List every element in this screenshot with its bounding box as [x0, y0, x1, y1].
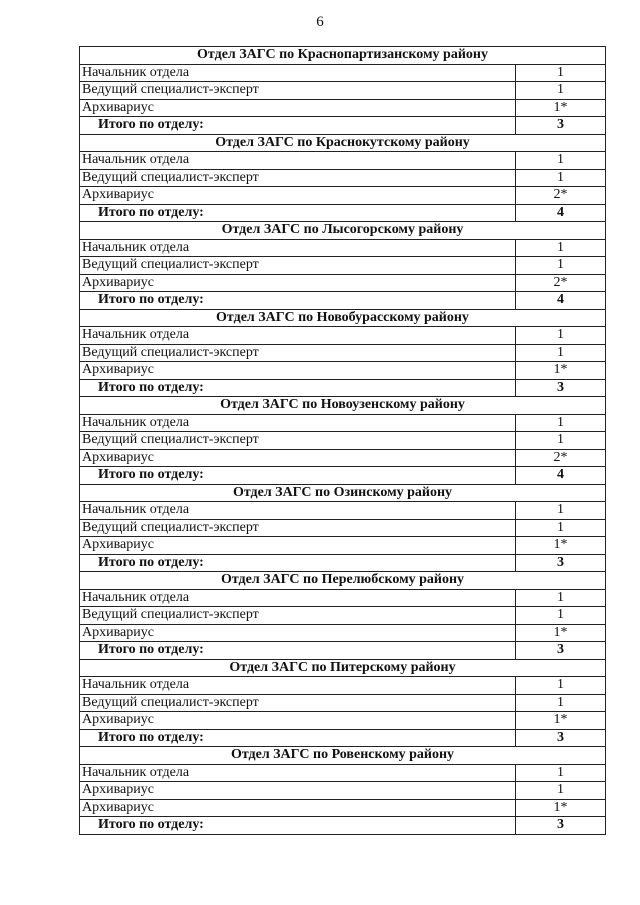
- total-count: 3: [516, 642, 606, 660]
- total-label: Итого по отделу:: [80, 117, 516, 135]
- department-title: Отдел ЗАГС по Питерскому району: [80, 659, 606, 677]
- position-count: 2*: [516, 449, 606, 467]
- total-label: Итого по отделу:: [80, 379, 516, 397]
- position-count: 1*: [516, 362, 606, 380]
- table-row: [80, 782, 606, 800]
- total-count: 3: [516, 729, 606, 747]
- total-label: Итого по отделу:: [80, 817, 516, 835]
- table-row: [80, 677, 606, 695]
- table-row: [80, 82, 606, 100]
- position-name: Архивариус: [80, 187, 516, 205]
- position-count: 2*: [516, 187, 606, 205]
- table-row: [80, 624, 606, 642]
- table-row: [80, 344, 606, 362]
- position-name: Архивариус: [80, 537, 516, 555]
- page-number: 6: [316, 14, 324, 30]
- department-total-row: [80, 204, 606, 222]
- position-count: 1: [516, 677, 606, 695]
- table-row: [80, 607, 606, 625]
- department-header-row: [80, 572, 606, 590]
- position-name: Ведущий специалист-эксперт: [80, 344, 516, 362]
- position-name: Начальник отдела: [80, 589, 516, 607]
- table-row: [80, 694, 606, 712]
- total-label: Итого по отделу:: [80, 642, 516, 660]
- position-count: 1: [516, 764, 606, 782]
- department-title: Отдел ЗАГС по Озинскому району: [80, 484, 606, 502]
- department-header-row: [80, 659, 606, 677]
- table-row: [80, 239, 606, 257]
- position-count: 1: [516, 694, 606, 712]
- position-name: Архивариус: [80, 99, 516, 117]
- total-label: Итого по отделу:: [80, 729, 516, 747]
- position-count: 1: [516, 64, 606, 82]
- total-count: 3: [516, 117, 606, 135]
- position-name: Архивариус: [80, 624, 516, 642]
- department-header-row: [80, 47, 606, 65]
- position-name: Ведущий специалист-эксперт: [80, 519, 516, 537]
- position-name: Начальник отдела: [80, 327, 516, 345]
- position-count: 1: [516, 782, 606, 800]
- table-row: [80, 327, 606, 345]
- position-name: Ведущий специалист-эксперт: [80, 257, 516, 275]
- total-label: Итого по отделу:: [80, 292, 516, 310]
- department-header-row: [80, 397, 606, 415]
- table-row: [80, 799, 606, 817]
- table-row: [80, 187, 606, 205]
- position-count: 1: [516, 82, 606, 100]
- position-count: 1: [516, 502, 606, 520]
- position-count: 1: [516, 589, 606, 607]
- position-count: 1*: [516, 537, 606, 555]
- department-total-row: [80, 729, 606, 747]
- total-label: Итого по отделу:: [80, 554, 516, 572]
- total-count: 3: [516, 817, 606, 835]
- department-header-row: [80, 134, 606, 152]
- department-header-row: [80, 747, 606, 765]
- department-title: Отдел ЗАГС по Лысогорскому району: [80, 222, 606, 240]
- position-count: 1*: [516, 799, 606, 817]
- table-row: [80, 589, 606, 607]
- department-title: Отдел ЗАГС по Краснопартизанскому району: [80, 47, 606, 65]
- department-title: Отдел ЗАГС по Перелюбскому району: [80, 572, 606, 590]
- total-count: 4: [516, 204, 606, 222]
- position-count: 1*: [516, 624, 606, 642]
- position-count: 1: [516, 169, 606, 187]
- table-row: [80, 362, 606, 380]
- position-count: 1*: [516, 99, 606, 117]
- position-name: Начальник отдела: [80, 502, 516, 520]
- position-name: Архивариус: [80, 362, 516, 380]
- total-label: Итого по отделу:: [80, 467, 516, 485]
- total-count: 3: [516, 379, 606, 397]
- department-total-row: [80, 554, 606, 572]
- table-row: [80, 414, 606, 432]
- position-name: Архивариус: [80, 449, 516, 467]
- department-header-row: [80, 222, 606, 240]
- department-total-row: [80, 292, 606, 310]
- position-name: Архивариус: [80, 799, 516, 817]
- table-row: [80, 99, 606, 117]
- position-name: Архивариус: [80, 712, 516, 730]
- table-row: [80, 449, 606, 467]
- table-row: [80, 519, 606, 537]
- position-name: Ведущий специалист-эксперт: [80, 82, 516, 100]
- position-count: 1: [516, 152, 606, 170]
- department-title: Отдел ЗАГС по Новобурасскому району: [80, 309, 606, 327]
- table-row: [80, 712, 606, 730]
- department-header-row: [80, 484, 606, 502]
- position-name: Начальник отдела: [80, 152, 516, 170]
- table-row: [80, 152, 606, 170]
- position-name: Начальник отдела: [80, 414, 516, 432]
- total-count: 4: [516, 292, 606, 310]
- staffing-table: [79, 46, 606, 835]
- department-title: Отдел ЗАГС по Новоузенскому району: [80, 397, 606, 415]
- total-label: Итого по отделу:: [80, 204, 516, 222]
- table-row: [80, 274, 606, 292]
- position-name: Ведущий специалист-эксперт: [80, 169, 516, 187]
- position-name: Ведущий специалист-эксперт: [80, 607, 516, 625]
- position-count: 1: [516, 344, 606, 362]
- position-count: 1: [516, 414, 606, 432]
- table-row: [80, 257, 606, 275]
- position-count: 1: [516, 432, 606, 450]
- department-total-row: [80, 379, 606, 397]
- total-count: 4: [516, 467, 606, 485]
- department-total-row: [80, 117, 606, 135]
- position-count: 1: [516, 607, 606, 625]
- position-name: Ведущий специалист-эксперт: [80, 432, 516, 450]
- position-name: Начальник отдела: [80, 239, 516, 257]
- position-name: Архивариус: [80, 782, 516, 800]
- position-name: Начальник отдела: [80, 64, 516, 82]
- department-total-row: [80, 467, 606, 485]
- department-total-row: [80, 817, 606, 835]
- table-row: [80, 64, 606, 82]
- total-count: 3: [516, 554, 606, 572]
- position-name: Архивариус: [80, 274, 516, 292]
- position-count: 2*: [516, 274, 606, 292]
- table-row: [80, 502, 606, 520]
- position-name: Ведущий специалист-эксперт: [80, 694, 516, 712]
- department-total-row: [80, 642, 606, 660]
- department-title: Отдел ЗАГС по Краснокутскому району: [80, 134, 606, 152]
- table-row: [80, 432, 606, 450]
- department-title: Отдел ЗАГС по Ровенскому району: [80, 747, 606, 765]
- position-count: 1: [516, 519, 606, 537]
- table-row: [80, 169, 606, 187]
- position-name: Начальник отдела: [80, 764, 516, 782]
- department-header-row: [80, 309, 606, 327]
- position-count: 1*: [516, 712, 606, 730]
- table-row: [80, 537, 606, 555]
- position-count: 1: [516, 257, 606, 275]
- staffing-table-body: [80, 47, 606, 835]
- table-row: [80, 764, 606, 782]
- position-name: Начальник отдела: [80, 677, 516, 695]
- position-count: 1: [516, 327, 606, 345]
- position-count: 1: [516, 239, 606, 257]
